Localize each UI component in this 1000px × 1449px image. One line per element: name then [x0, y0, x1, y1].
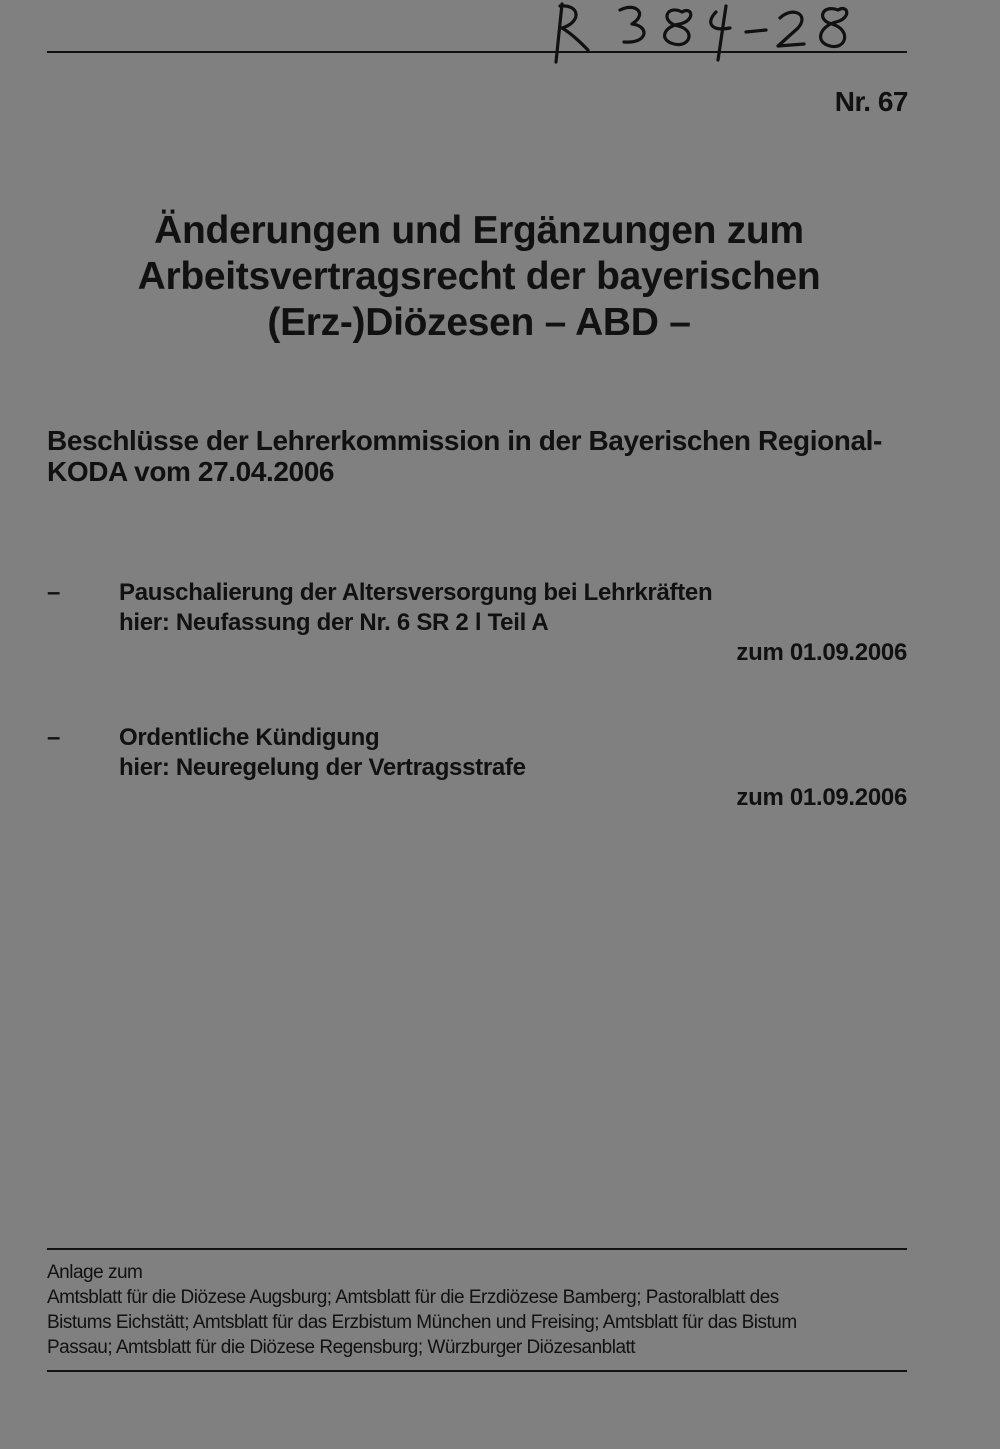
item-subject: hier: Neufassung der Nr. 6 SR 2 l Teil A	[119, 609, 549, 636]
resolution-item	[47, 723, 907, 813]
footer-top-rule	[47, 1248, 907, 1250]
title-line: Arbeitsvertragsrecht der bayerischen	[137, 255, 821, 298]
item-dash: –	[47, 724, 61, 751]
footer-line: Passau; Amtsblatt für die Diözese Regensburg; Würzburger Diözesanblatt	[47, 1337, 636, 1358]
issue-number: Nr. 67	[834, 86, 908, 117]
footer-note	[47, 1260, 907, 1360]
subtitle-line: KODA vom 27.04.2006	[47, 456, 335, 487]
subtitle-line: Beschlüsse der Lehrerkommission in der Bayerischen Regional-	[47, 425, 882, 456]
item-effective-date: zum 01.09.2006	[736, 639, 907, 666]
item-subject: hier: Neuregelung der Vertragsstrafe	[119, 754, 526, 781]
title-line: (Erz-)Diözesen – ABD –	[267, 301, 691, 344]
item-effective-date: zum 01.09.2006	[736, 784, 907, 811]
title-line: Änderungen und Ergänzungen zum	[154, 209, 804, 252]
document-title	[0, 208, 958, 346]
handwritten-archive-note	[540, 0, 880, 70]
document-subtitle	[47, 425, 882, 487]
top-rule	[47, 51, 907, 53]
item-dash: –	[47, 579, 61, 606]
footer-line: Anlage zum	[47, 1262, 143, 1283]
footer-line: Bistums Eichstätt; Amtsblatt für das Erzbistum München und Freising; Amtsblatt für das Bistum	[47, 1312, 797, 1333]
item-title: Ordentliche Kündigung	[119, 724, 380, 751]
item-title: Pauschalierung der Altersversorgung bei Lehrkräften	[119, 579, 713, 606]
footer-line: Amtsblatt für die Diözese Augsburg; Amtsblatt für die Erzdiözese Bamberg; Pastoralblatt des	[47, 1287, 779, 1308]
footer-bottom-rule	[47, 1370, 907, 1372]
resolution-item	[47, 578, 907, 668]
